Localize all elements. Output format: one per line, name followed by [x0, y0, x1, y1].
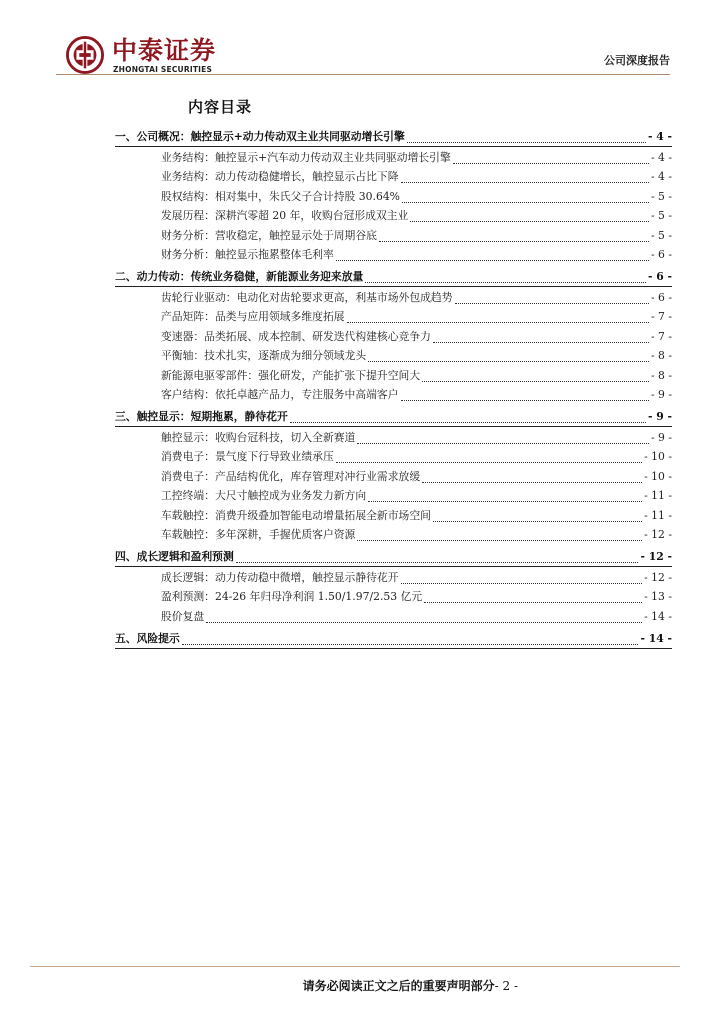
toc-dot-leader [401, 573, 643, 584]
footer-notice [0, 977, 518, 994]
toc-dot-leader [401, 390, 649, 401]
toc-subsection-entry[interactable] [115, 206, 672, 226]
toc-entry-title: 变速器：品类拓展、成本控制、研发迭代构建核心竞争力 [161, 329, 431, 343]
toc-subsection-entry[interactable] [115, 505, 672, 525]
toc-entry-page: - 5 - [650, 228, 672, 242]
toc-entry-title: 业务结构：动力传动稳健增长，触控显示占比下降 [161, 170, 399, 183]
toc-entry-title: 成长逻辑：动力传动稳中微增，触控显示静待花开 [161, 570, 399, 584]
toc-dot-leader [290, 412, 646, 423]
toc-entry-page: - 12 - [640, 550, 672, 563]
toc-dot-leader [455, 293, 649, 304]
toc-entry-title: 三、触控显示：短期拖累，静待花开 [115, 410, 288, 423]
toc-entry-title: 股价复盘 [161, 609, 205, 623]
toc-dot-leader [422, 371, 649, 382]
toc-entry-title: 盈利预测：24-26 年归母净利润 1.50/1.97/2.53 亿元 [161, 590, 423, 603]
toc-entry-page: - 7 - [650, 310, 672, 323]
page-number: - 2 - [494, 979, 518, 993]
toc-entry-page: - 11 - [644, 489, 672, 502]
toc-subsection-entry[interactable] [115, 245, 672, 265]
brand-name-en: ZHONGTAI SECURITIES [113, 65, 213, 74]
toc-subsection-entry[interactable] [115, 147, 672, 167]
toc-section-entry[interactable] [115, 546, 672, 567]
brand-name-cn: 中泰证券 [112, 36, 217, 65]
toc-entry-page: - 6 - [650, 248, 672, 261]
toc-section-entry[interactable] [115, 628, 672, 649]
toc-entry-title: 一、公司概况：触控显示+动力传动双主业共同驱动增长引擎 [115, 130, 405, 143]
toc-subsection-entry[interactable] [115, 167, 672, 187]
toc-dot-leader [402, 192, 649, 203]
toc-dot-leader [424, 592, 642, 603]
toc-dot-leader [206, 612, 642, 623]
toc-dot-leader [357, 530, 642, 541]
toc-entry-page: - 14 - [644, 609, 672, 623]
toc-dot-leader [368, 351, 649, 362]
zhongtai-logo-icon [66, 36, 104, 74]
toc-dot-leader [336, 452, 642, 463]
table-of-contents [115, 126, 672, 649]
company-logo [66, 36, 294, 76]
toc-entry-title: 车载触控：消费升级叠加智能电动增量拓展全新市场空间 [161, 508, 431, 522]
toc-subsection-entry[interactable] [115, 307, 672, 327]
toc-entry-title: 财务分析：营收稳定，触控显示处于周期谷底 [161, 228, 377, 242]
toc-entry-title: 齿轮行业驱动：电动化对齿轮要求更高，利基市场外包成趋势 [161, 290, 453, 304]
toc-entry-page: - 5 - [650, 189, 672, 203]
toc-entry-page: - 4 - [650, 150, 672, 164]
toc-dot-leader [433, 511, 642, 522]
toc-entry-title: 触控显示：收购台冠科技，切入全新赛道 [161, 430, 356, 444]
toc-entry-title: 四、成长逻辑和盈利预测 [115, 550, 234, 563]
toc-entry-page: - 11 - [644, 508, 672, 522]
toc-entry-title: 客户结构：依托卓越产品力，专注服务中高端客户 [161, 388, 399, 401]
toc-subsection-entry[interactable] [115, 587, 672, 607]
toc-dot-leader [407, 132, 646, 143]
toc-subsection-entry[interactable] [115, 385, 672, 405]
toc-entry-title: 产品矩阵：品类与应用领域多维度拓展 [161, 310, 345, 323]
toc-dot-leader [368, 491, 642, 502]
toc-entry-title: 消费电子：景气度下行导致业绩承压 [161, 450, 334, 463]
toc-entry-title: 二、动力传动：传统业务稳健，新能源业务迎来放量 [115, 270, 364, 283]
toc-entry-page: - 8 - [650, 349, 672, 362]
toc-dot-leader [347, 312, 649, 323]
toc-entry-title: 平衡轴：技术扎实，逐渐成为细分领域龙头 [161, 349, 367, 362]
toc-section-entry[interactable] [115, 406, 672, 427]
toc-subsection-entry[interactable] [115, 486, 672, 506]
toc-subsection-entry[interactable] [115, 287, 672, 307]
toc-dot-leader [336, 250, 649, 261]
toc-subsection-entry[interactable] [115, 326, 672, 346]
toc-entry-title: 发展历程：深耕汽零超 20 年，收购台冠形成双主业 [161, 209, 409, 222]
toc-entry-page: - 5 - [650, 209, 672, 222]
toc-entry-page: - 4 - [648, 130, 672, 143]
toc-entry-title: 五、风险提示 [115, 631, 180, 645]
toc-title: 内容目录 [188, 98, 253, 116]
toc-subsection-entry[interactable] [115, 186, 672, 206]
toc-entry-page: - 9 - [648, 410, 672, 423]
toc-entry-page: - 6 - [650, 290, 672, 304]
toc-section-entry[interactable] [115, 266, 672, 287]
toc-entry-page: - 9 - [650, 430, 672, 444]
toc-subsection-entry[interactable] [115, 225, 672, 245]
toc-subsection-entry[interactable] [115, 567, 672, 587]
footer-divider [30, 966, 680, 967]
toc-entry-page: - 10 - [644, 450, 672, 463]
toc-entry-page: - 9 - [650, 388, 672, 401]
toc-subsection-entry[interactable] [115, 427, 672, 447]
toc-entry-title: 工控终端：大尺寸触控成为业务发力新方向 [161, 489, 367, 502]
toc-subsection-entry[interactable] [115, 466, 672, 486]
toc-subsection-entry[interactable] [115, 365, 672, 385]
toc-dot-leader [453, 153, 649, 164]
toc-section-entry[interactable] [115, 126, 672, 147]
toc-dot-leader [401, 172, 649, 183]
toc-entry-title: 车载触控：多年深耕，手握优质客户资源 [161, 528, 356, 541]
toc-entry-page: - 6 - [648, 270, 672, 283]
toc-entry-title: 业务结构：触控显示+汽车动力传动双主业共同驱动增长引擎 [161, 150, 451, 164]
toc-entry-page: - 7 - [650, 329, 672, 343]
toc-entry-title: 消费电子：产品结构优化，库存管理对冲行业需求放缓 [161, 469, 421, 483]
toc-dot-leader [410, 211, 649, 222]
toc-dot-leader [365, 272, 646, 283]
disclaimer-notice: 请务必阅读正文之后的重要声明部分 [302, 979, 495, 993]
toc-entry-page: - 12 - [644, 570, 672, 584]
toc-dot-leader [433, 332, 649, 343]
toc-dot-leader [422, 472, 642, 483]
toc-subsection-entry[interactable] [115, 447, 672, 467]
toc-entry-title: 股权结构：相对集中，朱氏父子合计持股 30.64% [161, 189, 400, 203]
toc-entry-page: - 8 - [650, 368, 672, 382]
toc-subsection-entry[interactable] [115, 346, 672, 366]
toc-entry-page: - 4 - [650, 170, 672, 183]
toc-entry-title: 财务分析：触控显示拖累整体毛利率 [161, 248, 334, 261]
toc-entry-page: - 14 - [640, 631, 672, 645]
toc-entry-page: - 12 - [644, 528, 672, 541]
toc-dot-leader [236, 552, 639, 563]
toc-subsection-entry[interactable] [115, 606, 672, 626]
toc-entry-title: 新能源电驱零部件：强化研发，产能扩张下提升空间大 [161, 368, 421, 382]
report-type-label: 公司深度报告 [604, 54, 670, 67]
toc-subsection-entry[interactable] [115, 525, 672, 545]
toc-dot-leader [182, 634, 639, 645]
toc-entry-page: - 10 - [644, 469, 672, 483]
toc-entry-page: - 13 - [644, 590, 672, 603]
toc-dot-leader [379, 231, 649, 242]
toc-dot-leader [357, 433, 649, 444]
header-divider [56, 74, 670, 75]
